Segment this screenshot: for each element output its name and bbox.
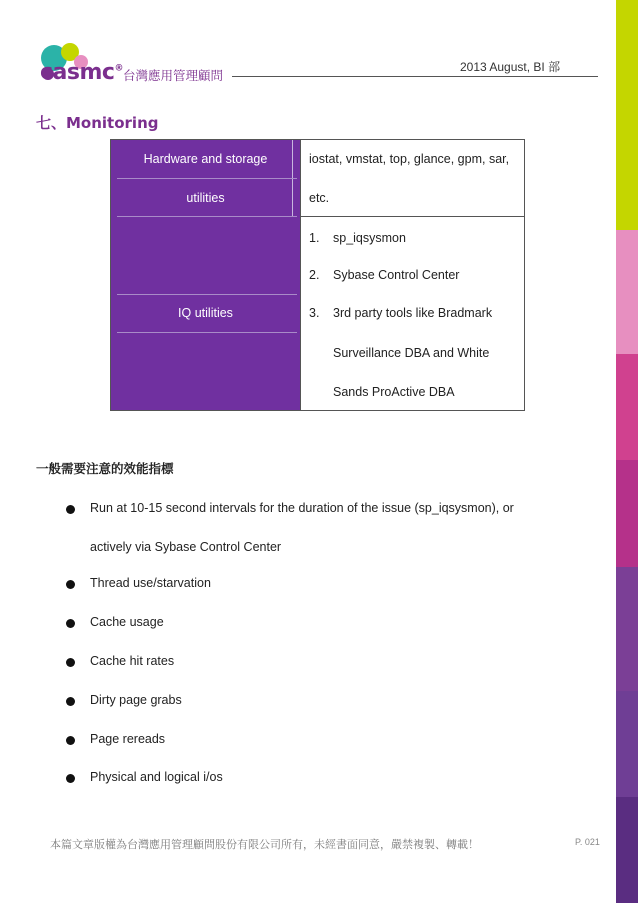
table-label-column <box>111 140 300 410</box>
header-date: 2013 August, BI 部 <box>460 60 561 74</box>
bullet-text: Dirty page grabs <box>90 693 182 707</box>
subheading: 一般需要注意的效能指標 <box>36 461 174 476</box>
stripe-magenta <box>616 354 638 460</box>
bullet-text-continued: actively via Sybase Control Center <box>90 540 282 554</box>
table-label-separator <box>117 294 297 295</box>
page-number: P. 021 <box>575 837 600 847</box>
section-title: 七、Monitoring <box>36 114 159 132</box>
table-row-divider <box>300 216 525 217</box>
stripe-rose <box>616 460 638 566</box>
footer-copyright: 本篇文章版權為台灣應用管理顧問股份有限公司所有，未經書面同意，嚴禁複製、轉載！ <box>50 838 479 851</box>
bullet-dot <box>66 658 75 667</box>
stripe-violet <box>616 567 638 691</box>
stripe-dark-purple <box>616 797 638 903</box>
logo-company-name: 台灣應用管理顧問 <box>123 68 224 83</box>
row2-item-2: 2. Sybase Control Center <box>309 268 460 282</box>
bullet-dot <box>66 580 75 589</box>
monitoring-table <box>110 139 525 411</box>
stripe-pink <box>616 230 638 354</box>
bullet-text: Thread use/starvation <box>90 576 211 590</box>
bullet-dot <box>66 736 75 745</box>
row1-value-line1: iostat, vmstat, top, glance, gpm, sar, <box>309 152 510 166</box>
side-color-stripe <box>616 0 638 903</box>
bullet-dot <box>66 505 75 514</box>
table-label-separator <box>117 332 297 333</box>
row2-label: IQ utilities <box>178 306 233 320</box>
row2-item-3-line2: Surveillance DBA and White <box>333 346 490 360</box>
stripe-green <box>616 0 638 230</box>
row2-item-3-line3: Sands ProActive DBA <box>333 385 455 399</box>
bullet-text: Cache hit rates <box>90 654 175 668</box>
stripe-purple <box>616 691 638 797</box>
header-divider <box>232 76 598 77</box>
table-label-separator <box>117 216 297 217</box>
logo-wordmark: casmc® <box>40 60 123 85</box>
bullet-dot <box>66 619 75 628</box>
row2-item-1: 1. sp_iqsysmon <box>309 231 406 245</box>
bullet-text: Cache usage <box>90 615 164 629</box>
row1-label-line2: utilities <box>186 191 225 205</box>
table-column-divider <box>300 140 301 410</box>
table-label-separator <box>117 178 297 179</box>
bullet-text: Physical and logical i/os <box>90 770 223 784</box>
bullet-text: Page rereads <box>90 732 166 746</box>
row1-label-line1: Hardware and storage <box>143 152 268 166</box>
bullet-text: Run at 10-15 second intervals for the duration of the issue (sp_iqsysmon), or <box>90 501 514 515</box>
row2-item-3: 3. 3rd party tools like Bradmark <box>309 306 493 320</box>
bullet-dot <box>66 697 75 706</box>
row1-value-line2: etc. <box>309 191 330 205</box>
bullet-dot <box>66 774 75 783</box>
